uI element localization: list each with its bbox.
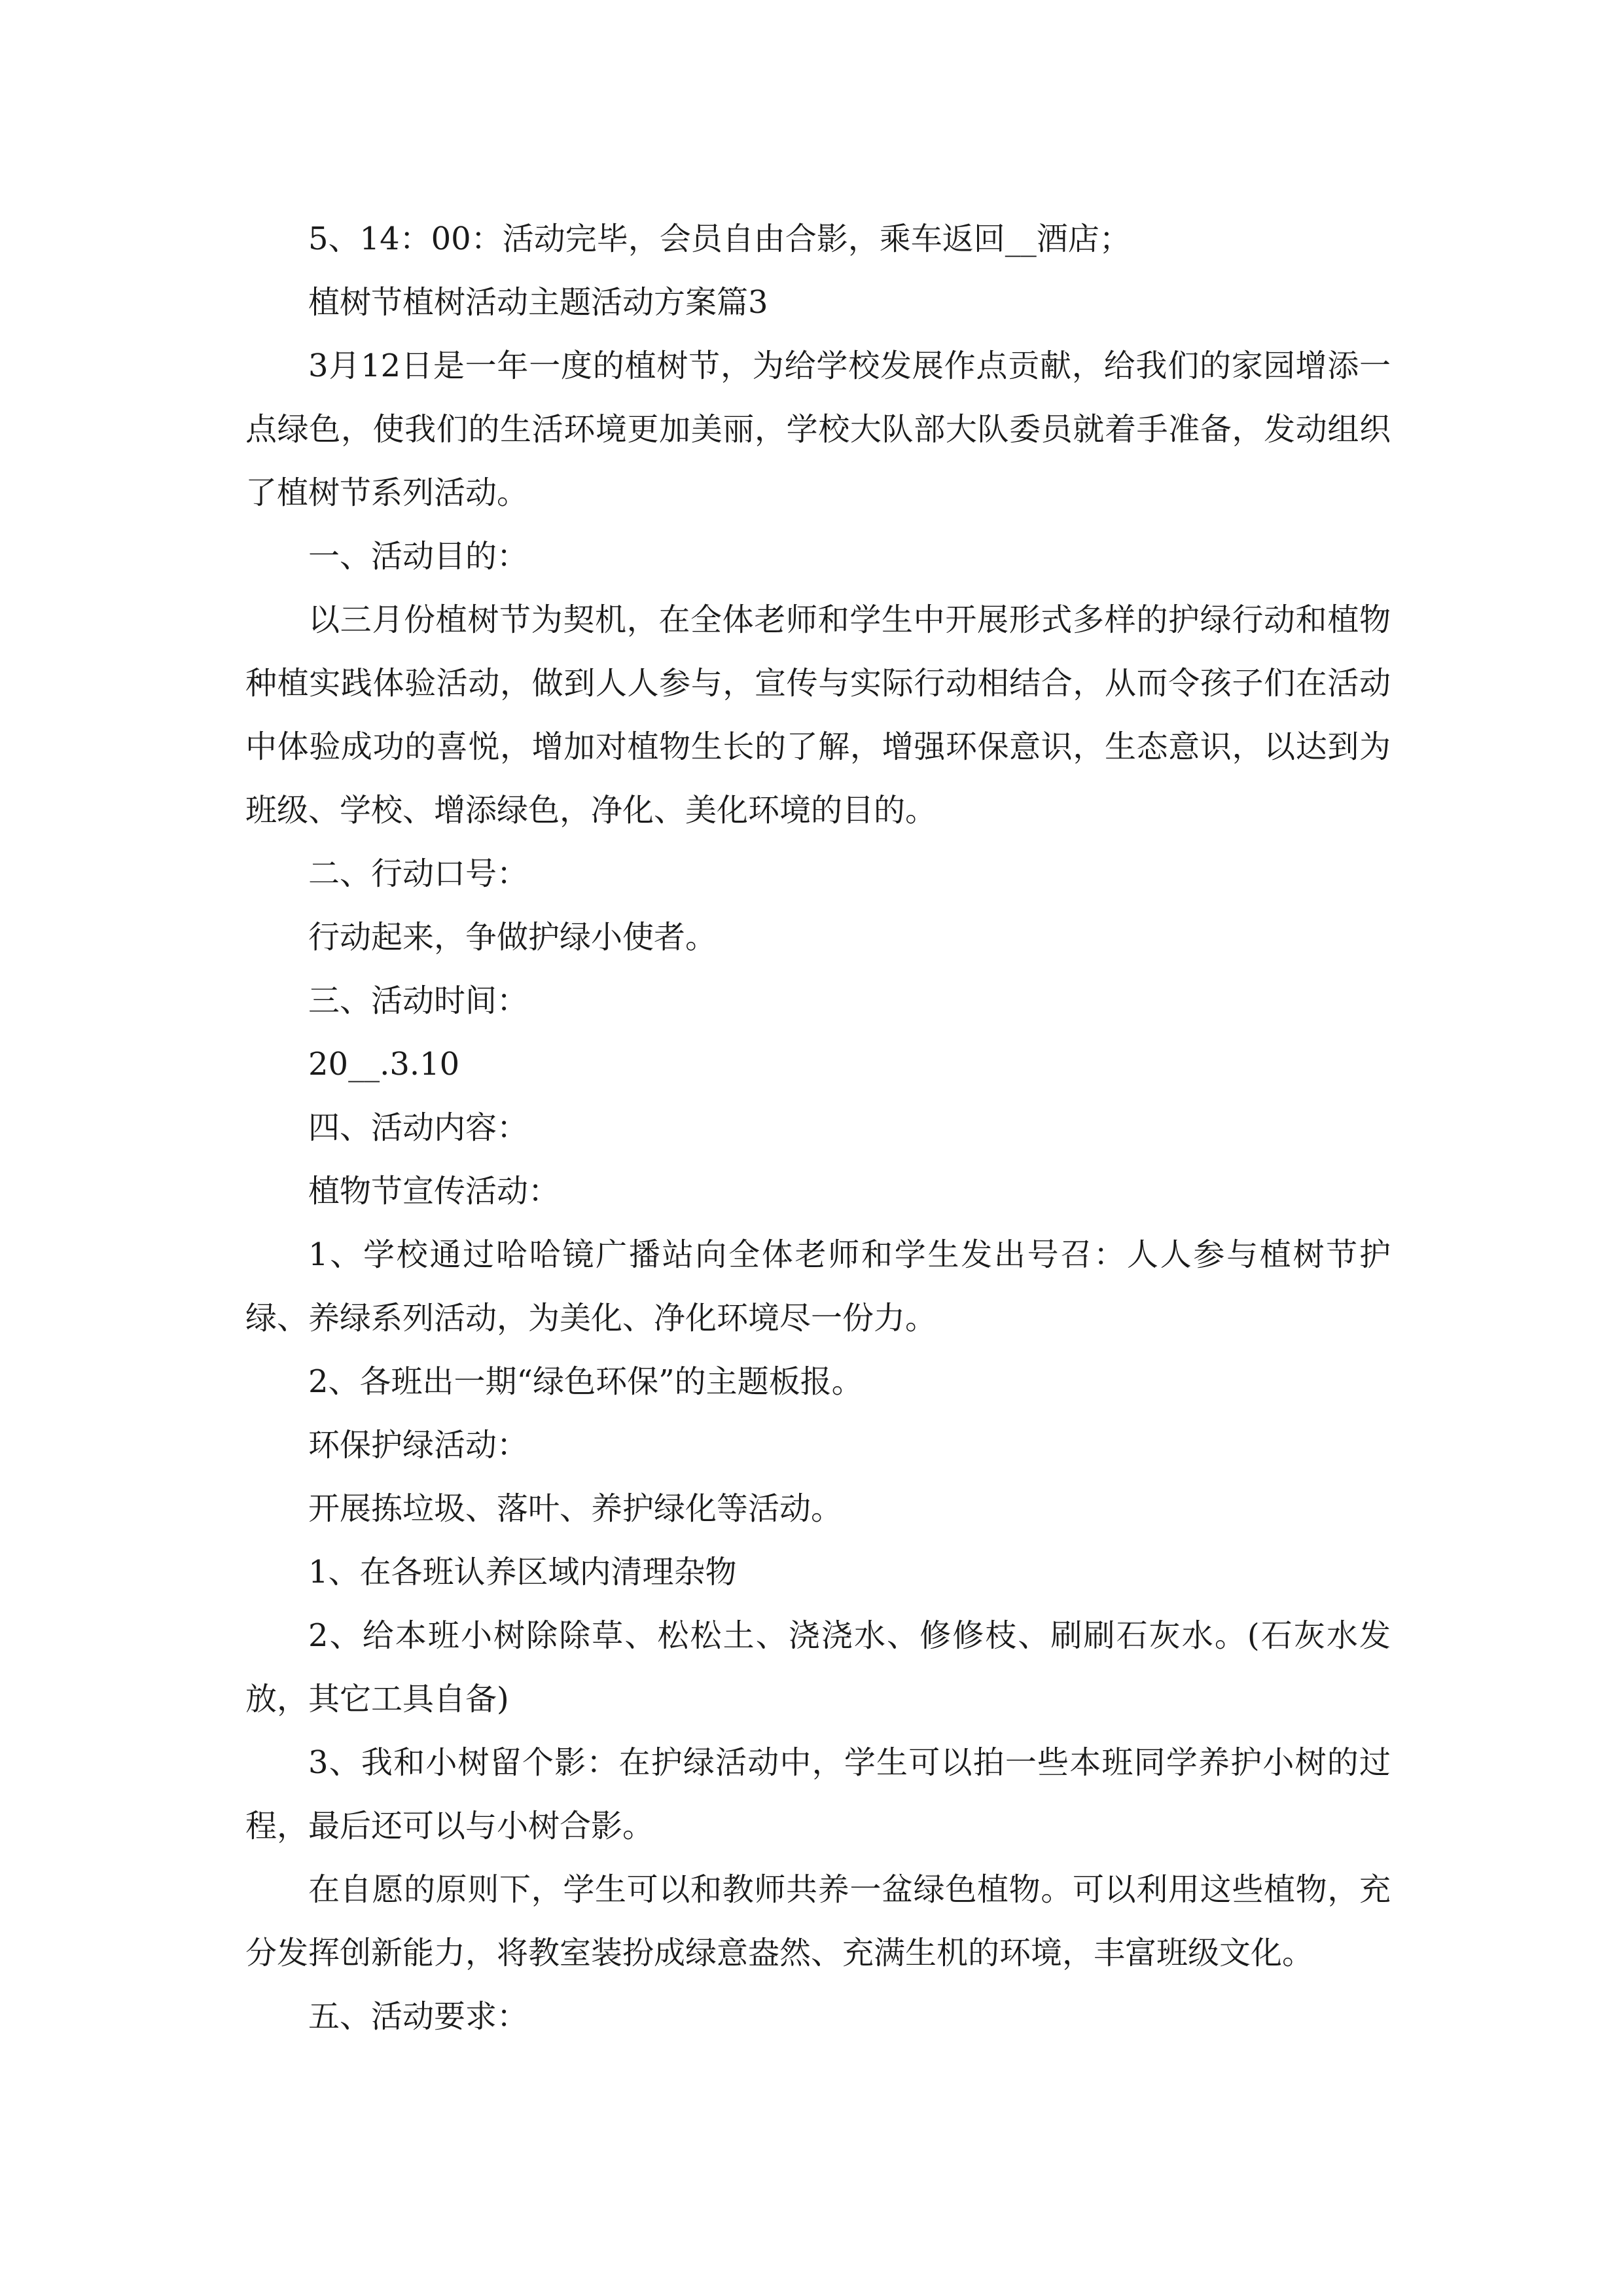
- list-item: 1、学校通过哈哈镜广播站向全体老师和学生发出号召：人人参与植树节护绿、养绿系列活动，为美化、净化环境尽一份力。: [245, 1236, 1391, 1336]
- section-title: 植树节植树活动主题活动方案篇3: [308, 284, 768, 321]
- paragraph-activity-goal: 以三月份植树节为契机，在全体老师和学生中开展形式多样的护绿行动和植物种植实践体验活动，做到人人参与，宣传与实际行动相结合，从而令孩子们在活动中体验成功的喜悦，增加对植物生长的了解，增强环保意识，生态意识，以达到为班级、学校、增添绿色，净化、美化环境的目的。: [245, 601, 1391, 829]
- paragraph-slogan: 行动起来，争做护绿小使者。: [308, 919, 717, 956]
- document-body: [245, 207, 1391, 2049]
- list-item: 3、我和小树留个影：在护绿活动中，学生可以拍一些本班同学养护小树的过程，最后还可以与小树合影。: [245, 1744, 1391, 1844]
- paragraph-plant-care: 在自愿的原则下，学生可以和教师共养一盆绿色植物。可以利用这些植物，充分发挥创新能力，将教室装扮成绿意盎然、充满生机的环境，丰富班级文化。: [245, 1871, 1391, 1971]
- list-item: 2、给本班小树除除草、松松土、浇浇水、修修枝、刷刷石灰水。(石灰水发放，其它工具自备): [245, 1617, 1391, 1717]
- heading-activity-time: 三、活动时间：: [308, 982, 529, 1019]
- paragraph-activity-time: 20__.3.10: [308, 1046, 460, 1083]
- heading-activity-goal: 一、活动目的：: [308, 538, 529, 575]
- paragraph-schedule-item-5: 5、14：00：活动完毕，会员自由合影，乘车返回__酒店；: [308, 221, 1131, 257]
- subheading-promotion: 植物节宣传活动：: [308, 1173, 560, 1210]
- heading-slogan: 二、行动口号：: [308, 855, 529, 892]
- list-item: 1、在各班认养区域内清理杂物: [308, 1554, 737, 1590]
- heading-activity-content: 四、活动内容：: [308, 1109, 529, 1146]
- subheading-green-protection: 环保护绿活动：: [308, 1427, 529, 1463]
- list-item: 2、各班出一期“绿色环保”的主题板报。: [308, 1363, 863, 1400]
- heading-activity-requirements: 五、活动要求：: [308, 1998, 529, 2035]
- paragraph-intro: 3月12日是一年一度的植树节，为给学校发展作点贡献，给我们的家园增添一点绿色，使我们的生活环境更加美丽，学校大队部大队委员就着手准备，发动组织了植树节系列活动。: [245, 348, 1391, 511]
- paragraph-cleanup: 开展拣垃圾、落叶、养护绿化等活动。: [308, 1490, 843, 1527]
